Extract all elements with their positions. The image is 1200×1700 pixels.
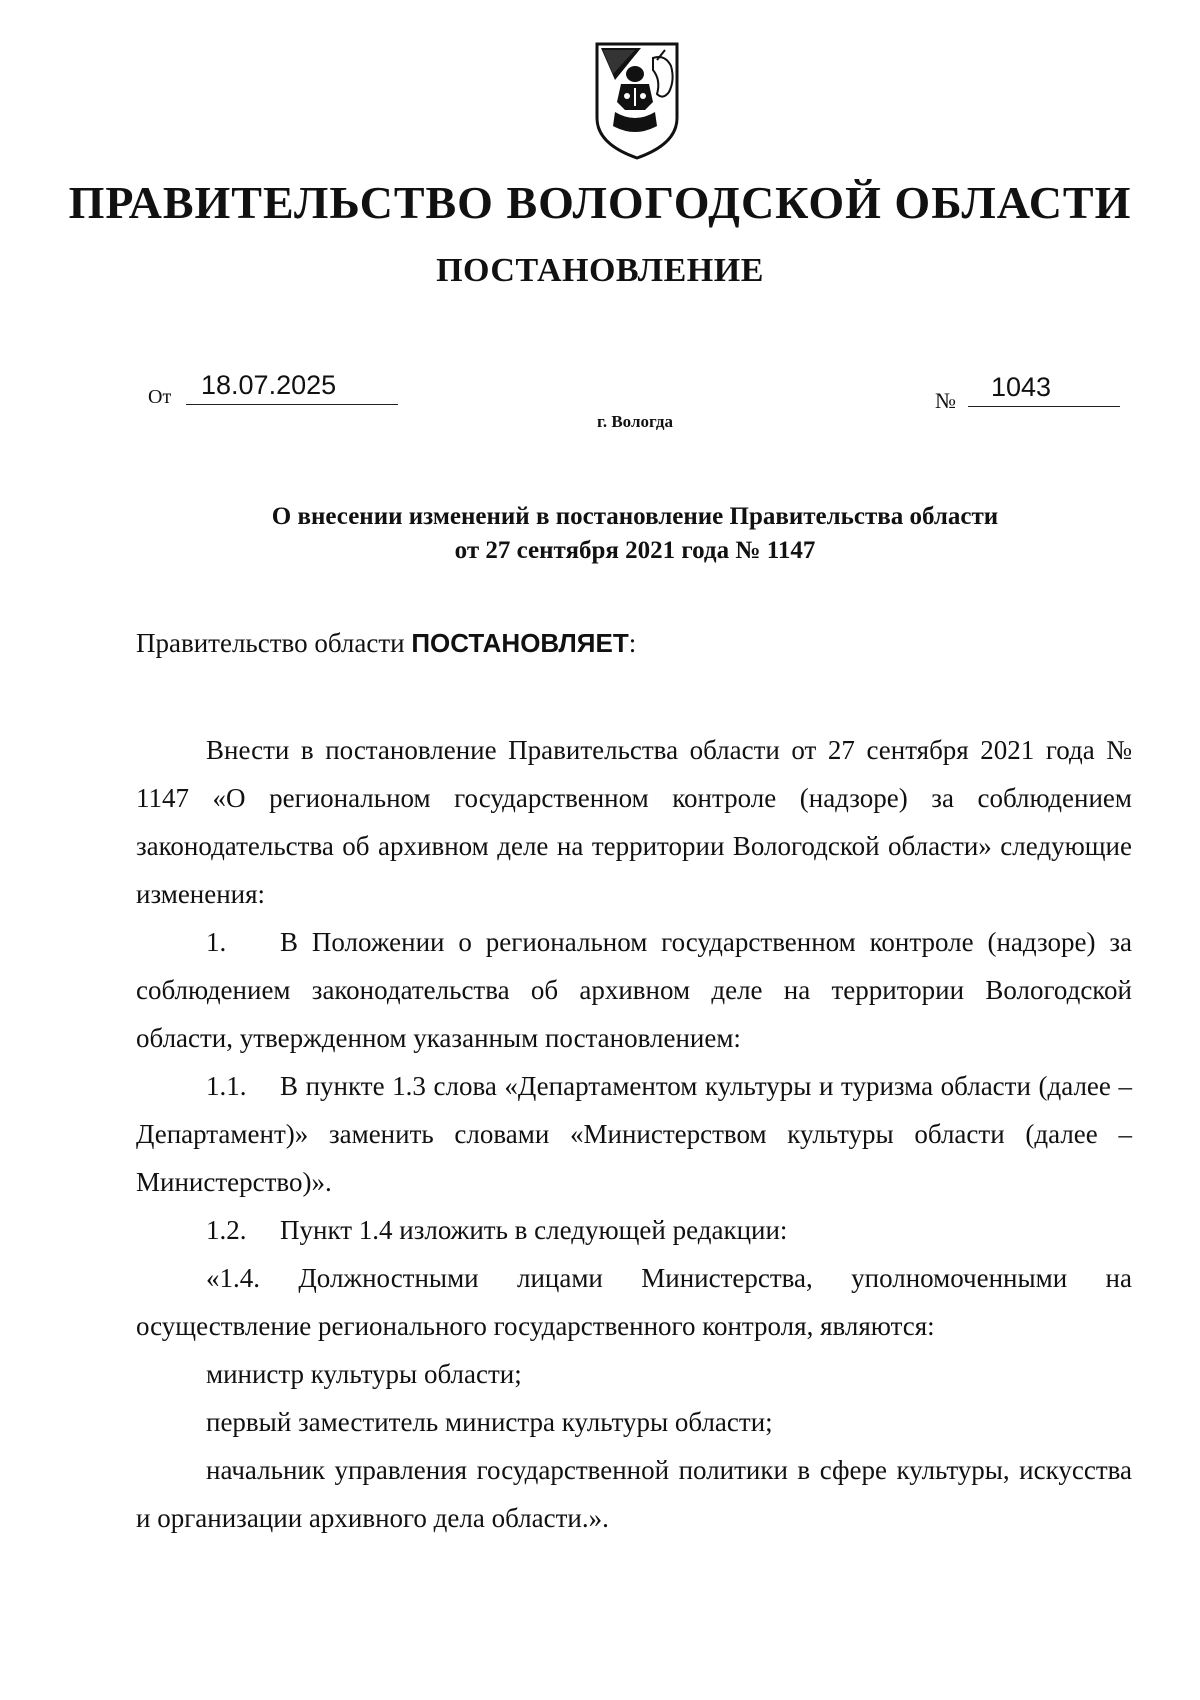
document-subject — [0, 500, 1200, 568]
paragraph: первый заместитель министра культуры области; — [206, 1407, 773, 1437]
preamble-tail: : — [628, 628, 637, 658]
paragraph: начальник управления государственной политики в сфере культуры, искусства и организации архивного дела области.». — [136, 1455, 1132, 1533]
number-underline — [968, 406, 1120, 407]
document-body — [136, 726, 1132, 1542]
preamble-bold: ПОСТАНОВЛЯЕТ — [411, 628, 629, 658]
paragraph: «1.4. Должностными лицами Министерства, уполномоченными на осуществление регионального государственного контроля, являются: — [136, 1263, 1132, 1341]
government-title: ПРАВИТЕЛЬСТВО ВОЛОГОДСКОЙ ОБЛАСТИ — [68, 177, 1132, 228]
paragraph-number: 1. — [206, 927, 227, 957]
date-prefix: От — [148, 386, 172, 408]
paragraph: министр культуры области; — [206, 1359, 522, 1389]
paragraph: 1.1. В пункте 1.3 слова «Департаментом культуры и туризма области (далее – Департамент)» заменить словами «Министерством культуры области (далее – Министерство)». — [136, 1062, 1132, 1206]
coat-of-arms-icon — [591, 40, 683, 162]
document-type: ПОСТАНОВЛЕНИЕ — [436, 252, 764, 289]
number-prefix: № — [935, 388, 956, 413]
subject-line: от 27 сентября 2021 года № 1147 — [454, 537, 816, 564]
preamble — [136, 628, 636, 659]
paragraph-number: 1.1. — [206, 1071, 247, 1101]
document-number: 1043 — [991, 372, 1052, 402]
date-underline — [186, 404, 398, 405]
preamble-text: Правительство области — [136, 628, 412, 658]
document-date: 18.07.2025 — [201, 370, 337, 400]
subject-line: О внесении изменений в постановление Правительства области — [271, 503, 999, 530]
paragraph-number: 1.2. — [206, 1215, 247, 1245]
paragraph: 1.2. Пункт 1.4 изложить в следующей редакции: — [136, 1206, 1132, 1254]
paragraph: Внести в постановление Правительства области от 27 сентября 2021 года № 1147 «О региональном государственном контроле (надзоре) за соблюдением законодательства об архивном деле на территории Вологодской области» следующие изменения: — [136, 735, 1132, 909]
city: г. Вологда — [597, 412, 673, 431]
paragraph: 1. В Положении о региональном государственном контроле (надзоре) за соблюдением законодательства об архивном деле на территории Вологодской области, утвержденном указанным постановлением: — [136, 918, 1132, 1062]
